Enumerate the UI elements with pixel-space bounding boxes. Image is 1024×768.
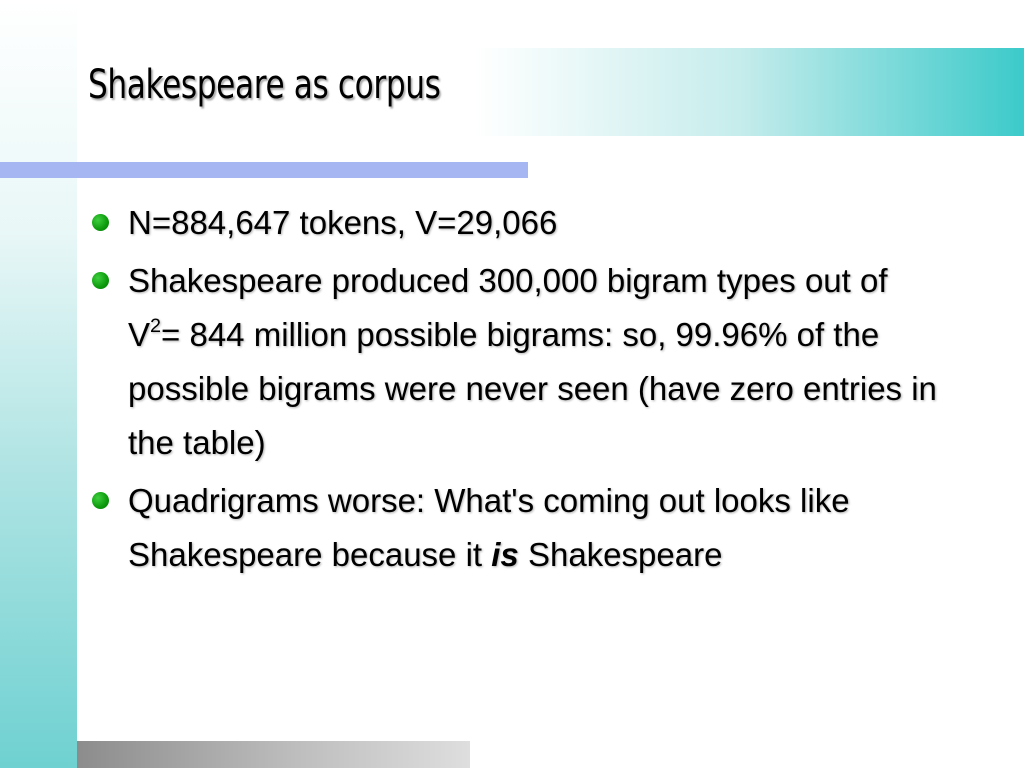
bullet-text-part2: = 844 million possible bigrams: so, 99.96% of the possible bigrams were never seen (have zero entries in the table) [128, 316, 937, 461]
accent-bar [0, 162, 528, 178]
bullet-list [88, 196, 948, 586]
bullet-text-part1: Shakespeare produced 300,000 bigram types out of V [128, 262, 888, 353]
left-gradient-band [0, 0, 77, 768]
bullet-dot-icon [92, 492, 109, 509]
bullet-text-part2: Shakespeare [518, 536, 723, 573]
bottom-gray-bar [77, 741, 470, 768]
bullet-dot-icon [92, 272, 109, 289]
bullet-dot-icon [92, 214, 109, 231]
bullet-item-tokens [88, 196, 948, 250]
bullet-text: N=884,647 tokens, V=29,066 [128, 204, 558, 241]
bullet-item-quadrigrams [88, 474, 948, 582]
superscript-two: 2 [150, 315, 162, 337]
emphasis-is: is [491, 536, 519, 573]
bullet-item-bigrams [88, 254, 948, 470]
bullet-text-part1: Quadrigrams worse: What's coming out looks like Shakespeare because it [128, 482, 850, 573]
slide-title: Shakespeare as corpus [88, 62, 441, 108]
